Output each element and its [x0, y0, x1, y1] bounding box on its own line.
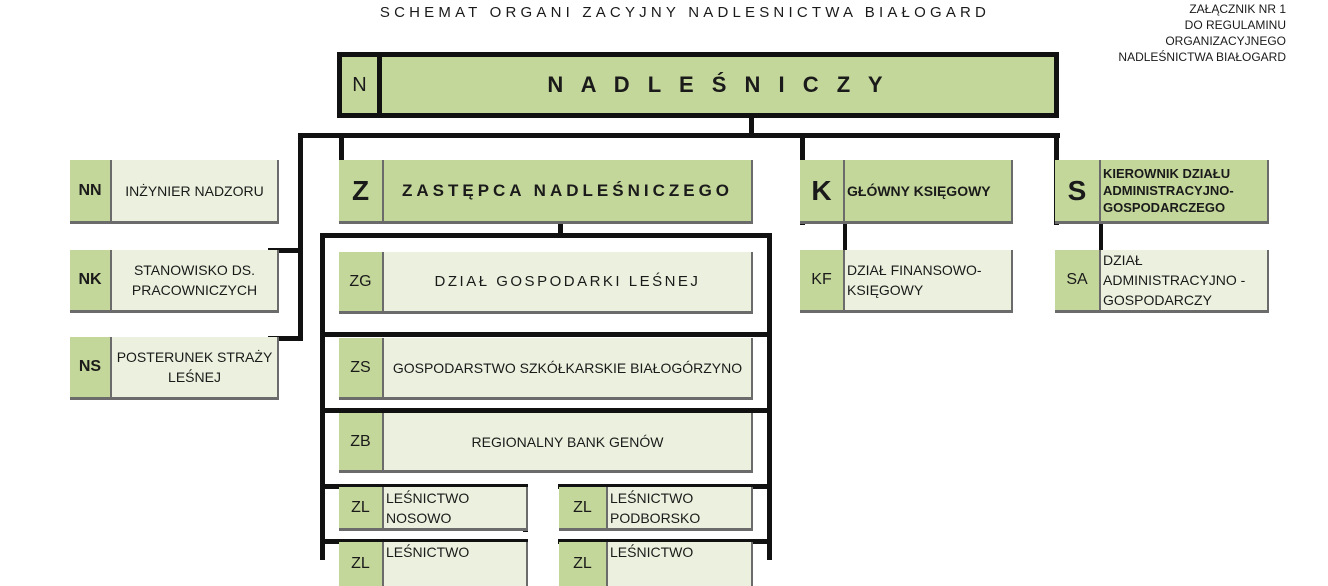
appendix-line: ZAŁĄCZNIK NR 1: [1189, 2, 1286, 16]
unit-code: ZS: [339, 338, 382, 397]
unit-kf: [800, 250, 1013, 313]
unit-z: [339, 160, 753, 224]
connector-line: [320, 332, 772, 337]
connector-line: [767, 233, 772, 560]
connector-line: [320, 233, 325, 560]
unit-label: LEŚNICTWO PODBORSKO: [606, 487, 751, 528]
appendix-line: ORGANIZACYJNEGO: [1165, 34, 1286, 48]
unit-label: ZASTĘPCA NADLEŚNICZEGO: [382, 160, 751, 221]
unit-code: ZL: [339, 487, 382, 528]
diagram-title: SCHEMAT ORGANI ZACYJNY NADLESNICTWA BIAŁOGARD: [379, 4, 991, 21]
unit-label: GOSPODARSTWO SZKÓŁKARSKIE BIAŁOGÓRZYNO: [382, 338, 751, 397]
unit-code: ZL: [559, 487, 606, 528]
unit-zb: [339, 413, 753, 473]
appendix-note: [1118, 1, 1286, 65]
unit-code: KF: [800, 250, 843, 310]
unit-label: KIEROWNIK DZIAŁU ADMINISTRACYJNO-GOSPODARCZEGO: [1099, 160, 1267, 221]
unit-zs: [339, 338, 753, 400]
unit-s: [1055, 160, 1269, 224]
unit-label: LEŚNICTWO: [382, 542, 526, 586]
unit-sa: [1055, 250, 1269, 313]
nadlesniczy-box: [337, 52, 1059, 118]
unit-zl: [339, 542, 528, 586]
unit-code: ZG: [339, 252, 382, 311]
unit-label: REGIONALNY BANK GENÓW: [382, 413, 751, 470]
unit-label: POSTERUNEK STRAŻY LEŚNEJ: [110, 337, 277, 397]
unit-code: NK: [70, 250, 110, 310]
unit-label: GŁÓWNY KSIĘGOWY: [843, 160, 1011, 221]
unit-label: DZIAŁ GOSPODARKI LEŚNEJ: [382, 252, 751, 311]
connector-line: [1099, 222, 1103, 252]
appendix-line: NADLEŚNICTWA BIAŁOGARD: [1118, 50, 1286, 64]
connector-line: [320, 233, 772, 238]
unit-code: N: [342, 57, 382, 113]
unit-code: ZL: [559, 542, 606, 586]
connector-line: [298, 133, 1060, 138]
unit-zl-podborsko: [559, 487, 753, 531]
unit-code: ZB: [339, 413, 382, 470]
unit-label: N A D L E Ś N I C Z Y: [382, 57, 1054, 113]
appendix-line: DO REGULAMINU: [1184, 18, 1286, 32]
unit-label: LEŚNICTWO: [606, 542, 751, 586]
unit-code: K: [800, 160, 843, 221]
unit-code: SA: [1055, 250, 1099, 310]
unit-code: S: [1055, 160, 1099, 221]
unit-k: [800, 160, 1013, 224]
unit-label: LEŚNICTWO NOSOWO: [382, 487, 526, 528]
unit-label: DZIAŁ ADMINISTRACYJNO - GOSPODARCZY: [1099, 250, 1267, 310]
unit-code: NN: [70, 160, 110, 221]
connector-line: [339, 133, 344, 163]
unit-code: Z: [339, 160, 382, 221]
unit-label: INŻYNIER NADZORU: [110, 160, 277, 221]
connector-line: [298, 133, 303, 341]
unit-ns: [70, 337, 279, 400]
unit-zl-nosowo: [339, 487, 528, 531]
unit-code: ZL: [339, 542, 382, 586]
unit-label: DZIAŁ FINANSOWO-KSIĘGOWY: [843, 250, 1011, 310]
unit-nn: [70, 160, 279, 224]
unit-label: STANOWISKO DS. PRACOWNICZYCH: [110, 250, 277, 310]
connector-line: [843, 222, 847, 252]
unit-zl: [559, 542, 753, 586]
unit-nk: [70, 250, 279, 313]
unit-zg: [339, 252, 753, 314]
unit-code: NS: [70, 337, 110, 397]
